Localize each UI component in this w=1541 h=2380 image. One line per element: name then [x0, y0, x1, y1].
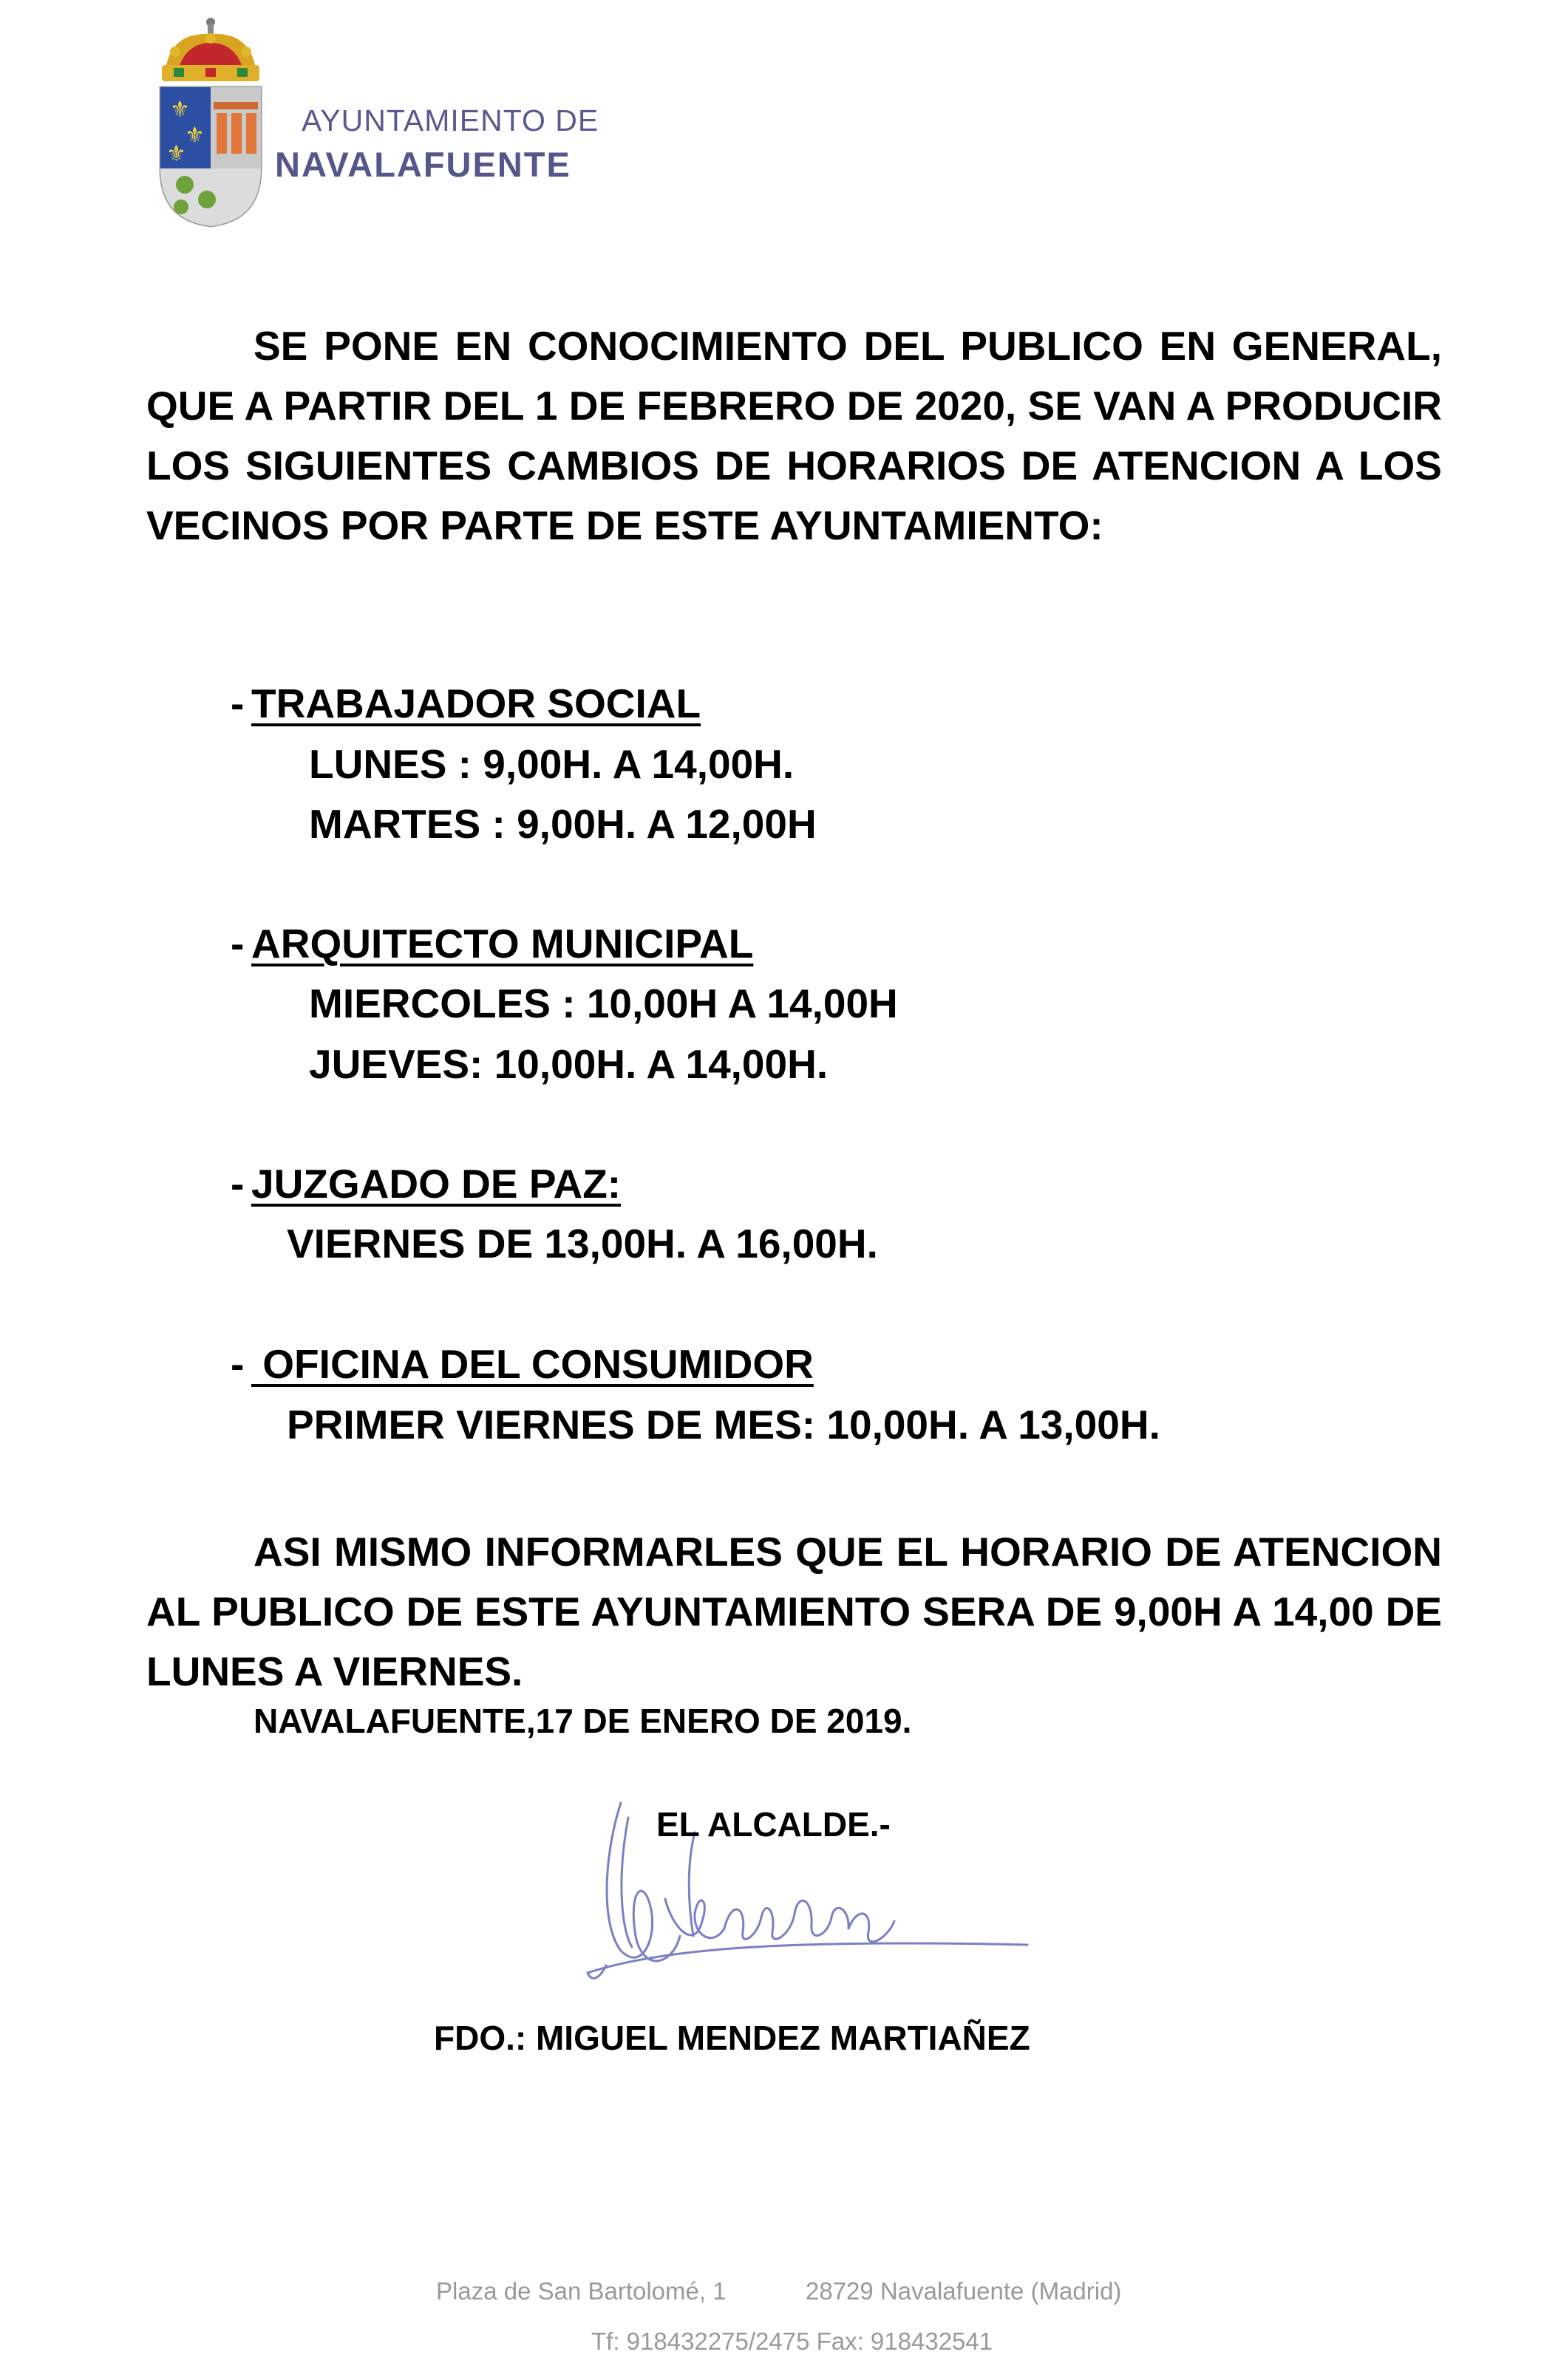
- closing-text: ASI MISMO INFORMARLES QUE EL HORARIO DE ATENCION AL PUBLICO DE ESTE AYUNTAMIENTO SERA DE 9,00H A 14,00 DE LUNES A VIERNES.: [146, 1529, 1442, 1694]
- schedule-line: JUEVES: 10,00H. A 14,00H.: [309, 1041, 829, 1087]
- schedule-line: MIERCOLES : 10,00H A 14,00H: [309, 981, 898, 1026]
- svg-text:⚜: ⚜: [166, 141, 186, 167]
- schedule-line: PRIMER VIERNES DE MES: 10,00H. A 13,00H.: [287, 1402, 1160, 1448]
- bullet-dash: -: [231, 1161, 245, 1207]
- svg-text:⚜: ⚜: [185, 123, 205, 149]
- section-oficina-consumidor: [231, 1334, 814, 1394]
- footer-phone: Tf: 918432275/2475 Fax: 918432541: [591, 2328, 993, 2355]
- intro-paragraph: [146, 316, 1442, 556]
- section-title: JUZGADO DE PAZ:: [251, 1161, 622, 1207]
- section-arquitecto-municipal: [231, 914, 753, 974]
- svg-text:⚜: ⚜: [170, 97, 190, 123]
- signatory-title: EL ALCALDE.-: [656, 1805, 891, 1844]
- section-juzgado-de-paz: [231, 1154, 621, 1214]
- section-title: OFICINA DEL CONSUMIDOR: [251, 1341, 814, 1387]
- schedule-line: VIERNES DE 13,00H. A 16,00H.: [287, 1221, 878, 1266]
- section-title: ARQUITECTO MUNICIPAL: [251, 921, 754, 966]
- closing-paragraph: [146, 1522, 1442, 1702]
- intro-text: SE PONE EN CONOCIMIENTO DEL PUBLICO EN GENERAL, QUE A PARTIR DEL 1 DE FEBRERO DE 2020, SE VAN A PRODUCIR LOS SIGUIENTES CAMBIOS DE HORARIOS DE ATENCION A LOS VECINOS POR PARTE DE ESTE AYUNTAMIENTO:: [146, 323, 1442, 548]
- org-name-line2: NAVALAFUENTE: [275, 145, 571, 184]
- schedule-line: LUNES : 9,00H. A 14,00H.: [309, 741, 795, 787]
- org-name-line1: AYUNTAMIENTO DE: [302, 103, 599, 137]
- bullet-dash: -: [231, 921, 245, 966]
- footer-city: 28729 Navalafuente (Madrid): [806, 2277, 1122, 2305]
- footer-address: Plaza de San Bartolomé, 1: [436, 2277, 727, 2305]
- bullet-dash: -: [231, 1341, 245, 1387]
- bullet-dash: -: [231, 681, 245, 726]
- date-line: NAVALAFUENTE,17 DE ENERO DE 2019.: [254, 1702, 912, 1740]
- coat-of-arms-icon: [152, 13, 270, 228]
- section-title: TRABAJADOR SOCIAL: [251, 681, 701, 726]
- section-trabajador-social: [231, 674, 701, 734]
- schedule-line: MARTES : 9,00H. A 12,00H: [309, 801, 817, 847]
- signed-by: FDO.: MIGUEL MENDEZ MARTIAÑEZ: [434, 2019, 1030, 2057]
